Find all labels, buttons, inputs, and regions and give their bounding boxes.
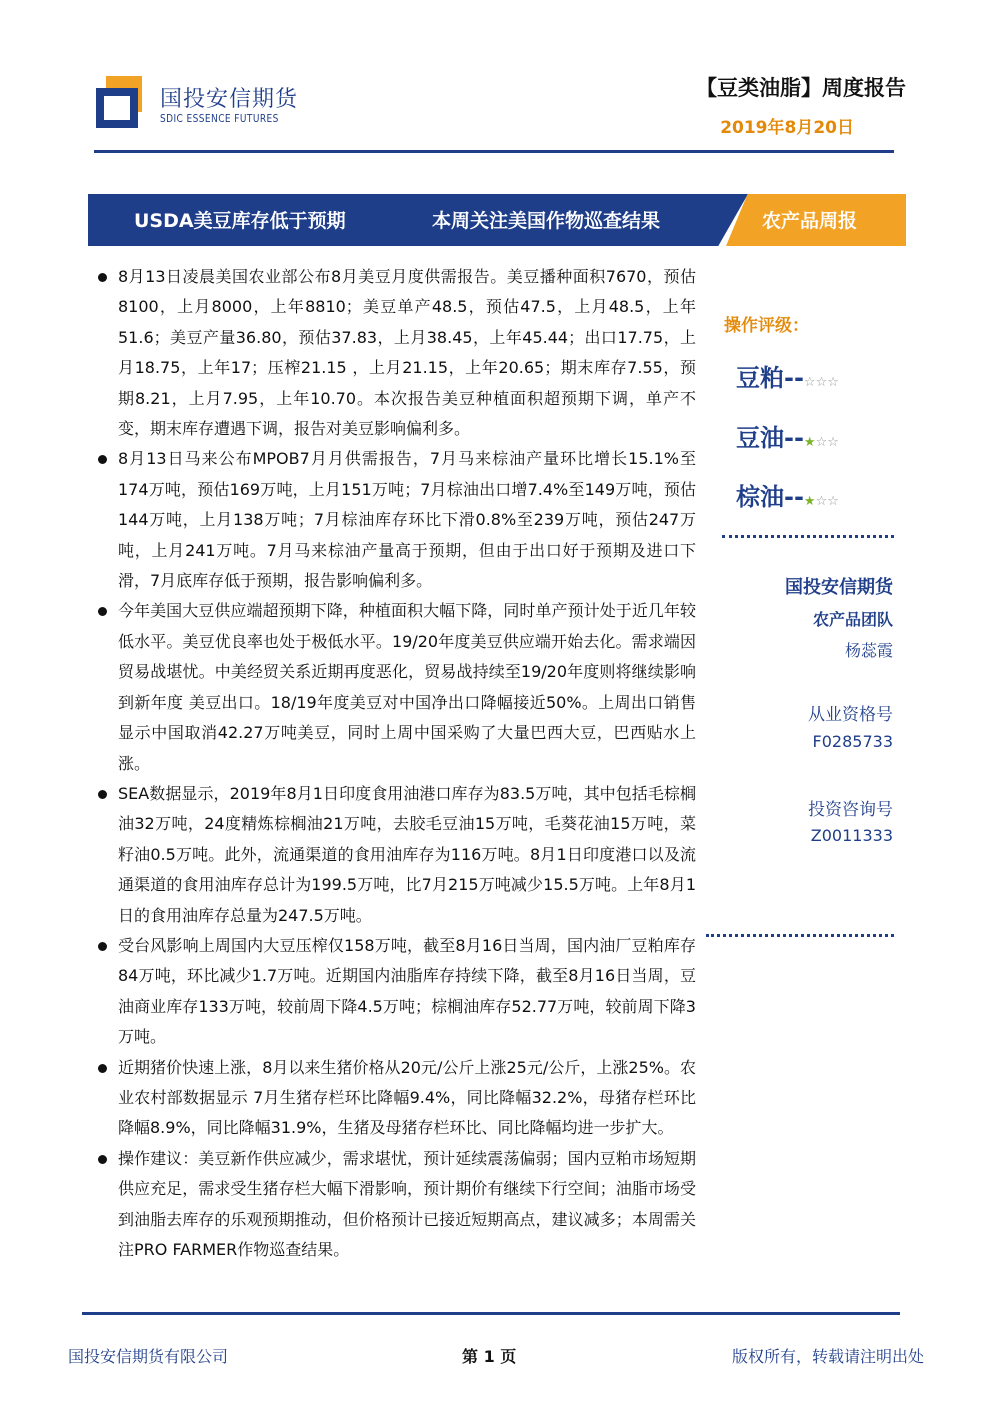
rating-dash: -- [784, 424, 804, 452]
star-rating-icon [804, 435, 839, 450]
advisory-number: Z0011333 [810, 826, 893, 845]
star-empty-icon: ☆ [827, 375, 839, 390]
report-date: 2019年8月20日 [720, 118, 854, 138]
star-rating-icon [804, 375, 839, 390]
sidebar-divider [706, 934, 894, 937]
rating-name: 豆粕 [736, 364, 784, 392]
star-empty-icon: ☆ [827, 435, 839, 450]
category-label: 农产品周报 [762, 210, 858, 232]
footer-copyright: 版权所有，转载请注明出处 [731, 1347, 924, 1366]
page-number: 第 1 页 [462, 1347, 517, 1366]
sidebar-team: 农产品团队 [812, 610, 893, 629]
bullet-text: 今年美国大豆供应端超预期下降，种植面积大幅下降，同时单产预计处于近几年较低水平。美豆优良率也处于极低水平。19/20年度美豆供应端开始去化。需求端因贸易战堪忧。中美经贸关系近期再度恶化，贸易战持续至19/20年度则将继续影响到新年度 美豆出口。18/19年度美豆对中国净出口降幅接近50%。上周出口销售显示中国取消42.27万吨美豆，同时上周中国采购了大量巴西大豆，巴西贴水上涨。 [118, 601, 696, 773]
analyst-name: 杨蕊霞 [844, 641, 893, 660]
bullet-dot-icon [98, 273, 107, 282]
header-divider [94, 150, 894, 153]
footer-divider [82, 1312, 900, 1315]
rating-dash: -- [784, 364, 804, 392]
bullet-dot-icon [98, 790, 107, 799]
qualification-label: 从业资格号 [808, 705, 893, 725]
bullet-dot-icon [98, 455, 107, 464]
bullet-dot-icon [98, 1064, 107, 1073]
bullet-text: 操作建议：美豆新作供应减少，需求堪忧，预计延续震荡偏弱；国内豆粕市场短期供应充足，需求受生猪存栏大幅下滑影响，预计期价有继续下行空间；油脂市场受到油脂去库存的乐观预期推动，但价格预计已接近短期高点，建议减多；本周需关注PRO FARMER作物巡查结果。 [118, 1148, 696, 1259]
logo-mark-icon [96, 76, 150, 128]
report-bullets [98, 262, 696, 1265]
star-filled-icon: ★ [803, 494, 816, 509]
advisory-label: 投资咨询号 [808, 800, 893, 820]
headline-primary: USDA美豆库存低于预期 [134, 210, 346, 232]
rating-row-palmoil [736, 477, 839, 512]
bullet-item [98, 596, 696, 778]
bullet-dot-icon [98, 607, 107, 616]
logo-name-cn: 国投安信期货 [160, 87, 299, 112]
bullet-text: 近期猪价快速上涨，8月以来生猪价格从20元/公斤上涨25元/公斤，上涨25%。农业农村部数据显示 7月生猪存栏环比降幅9.4%，同比降幅32.2%，母猪存栏环比降幅8.9%，同比降幅31.9%，生猪及母猪存栏环比、同比降幅均进一步扩大。 [118, 1057, 696, 1138]
star-empty-icon: ☆ [815, 435, 828, 450]
rating-label: 操作评级： [724, 316, 809, 336]
star-empty-icon: ☆ [827, 494, 839, 509]
footer-company: 国投安信期货有限公司 [68, 1347, 229, 1366]
bullet-dot-icon [98, 942, 107, 951]
bullet-item [98, 1144, 696, 1266]
bullet-text: 8月13日凌晨美国农业部公布8月美豆月度供需报告。美豆播种面积7670，预估8100，上月8000，上年8810；美豆单产48.5，预估47.5，上月48.5，上年51.6；美豆产量36.80，预估37.83，上月38.45，上年45.44；出口17.75，上月18.75，上年17；压榨21.15 ，上月21.15，上年20.65；期末库存7.55，预期8.21，上月7.95，上年10.70。本次报告美豆种植面积超预期下调，单产不变，期末库存遭遇下调，报告对美豆影响偏利多。 [118, 267, 696, 439]
bullet-text: 8月13日马来公布MPOB7月月供需报告，7月马来棕油产量环比增长15.1%至174万吨，预估169万吨，上月151万吨；7月棕油出口增7.4%至149万吨，预估144万吨，上月138万吨；7月棕油库存环比下滑0.8%至239万吨，预估247万吨，上月241万吨。7月马来棕油产量高于预期，但由于出口好于预期及进口下滑，7月底库存低于预期，报告影响偏利多。 [118, 449, 696, 591]
rating-name: 棕油 [736, 483, 784, 511]
logo-name-en: SDIC ESSENCE FUTURES [160, 112, 279, 125]
rating-row-soyoil [736, 418, 839, 453]
rating-row-soymeal [736, 358, 839, 393]
rating-dash: -- [784, 483, 804, 511]
sidebar-divider [722, 535, 894, 538]
report-title: 【豆类油脂】周度报告 [696, 76, 906, 100]
bullet-item [98, 779, 696, 931]
bullet-item [98, 444, 696, 596]
sidebar-company: 国投安信期货 [785, 577, 893, 598]
rating-name: 豆油 [736, 424, 784, 452]
bullet-text: 受台风影响上周国内大豆压榨仅158万吨，截至8月16日当周，国内油厂豆粕库存84万吨，环比减少1.7万吨。近期国内油脂库存持续下降，截至8月16日当周，豆油商业库存133万吨，较前周下降4.5万吨；棕榈油库存52.77万吨，较前周下降3万吨。 [118, 935, 696, 1047]
bullet-dot-icon [98, 1155, 107, 1164]
bullet-text: SEA数据显示，2019年8月1日印度食用油港口库存为83.5万吨，其中包括毛棕榈油32万吨，24度精炼棕榈油21万吨，去胶毛豆油15万吨，毛葵花油15万吨，菜籽油0.5万吨。此外，流通渠道的食用油库存为116万吨。8月1日印度港口以及流通渠道的食用油库存总计为199.5万吨，比7月215万吨减少15.5万吨。上年8月1日的食用油库存总量为247.5万吨。 [118, 783, 696, 925]
qualification-number: F0285733 [812, 732, 893, 751]
star-empty-icon: ☆ [815, 375, 828, 390]
headline-secondary: 本周关注美国作物巡查结果 [432, 210, 661, 232]
star-rating-icon [804, 494, 839, 509]
bullet-item [98, 931, 696, 1053]
star-filled-icon: ★ [803, 435, 816, 450]
star-empty-icon: ☆ [803, 375, 816, 390]
bullet-item [98, 262, 696, 444]
star-empty-icon: ☆ [815, 494, 828, 509]
company-logo [96, 76, 306, 130]
bullet-item [98, 1053, 696, 1144]
